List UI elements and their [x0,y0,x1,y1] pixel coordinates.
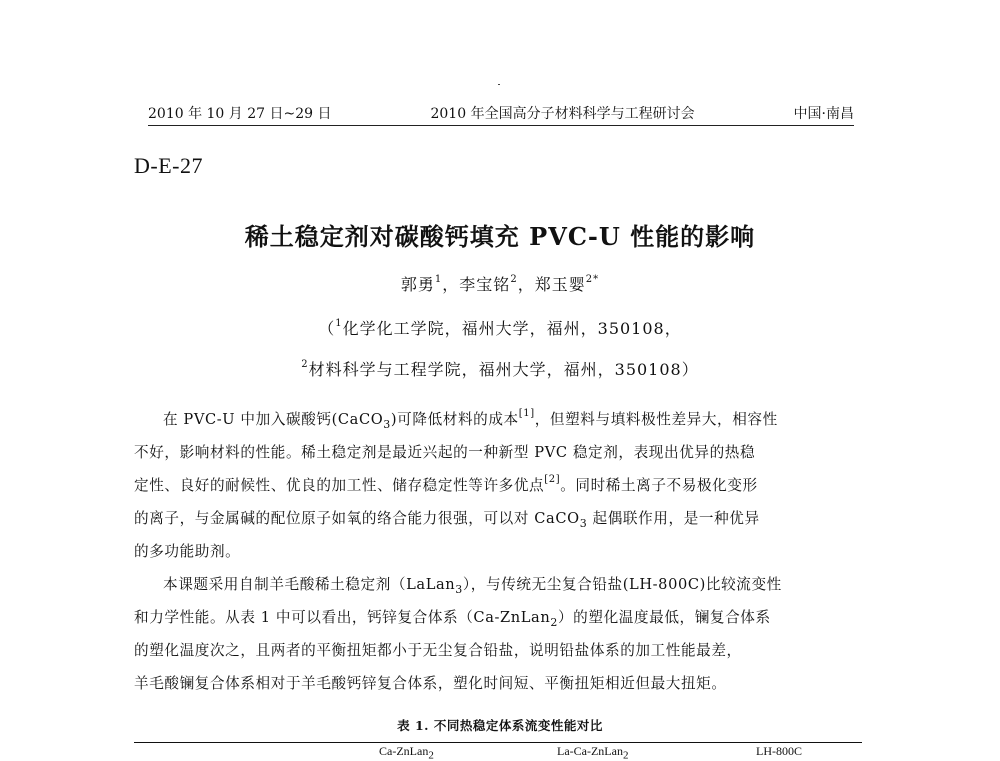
text-line: 不好，影响材料的性能。稀土稳定剂是最近兴起的一种新型 PVC 稳定剂，表现出优异的热稳 [134,444,756,461]
body-paragraph-1 [134,403,862,568]
author-name: 李宝铭 [459,275,511,294]
author-name: 郭勇 [400,275,435,294]
affiliation-1: （$^1$化学化工学院，福州大学，福州，350108， [318,317,682,338]
paper-code: D-E-27 [134,153,203,178]
scan-mark [498,84,500,85]
text-line: 羊毛酸镧复合体系相对于羊毛酸钙锌复合体系，塑化时间短、平衡扭矩相近但最大扭矩。 [134,675,727,692]
table-top-rule [134,742,862,743]
text-line: 的多功能助剂。 [134,543,241,560]
header-date: 2010 年 10 月 27 日~29 日 [148,106,332,122]
author-affil-mark: 1 [434,273,443,285]
citation-ref: [2] [544,474,561,486]
body-paragraph-2 [134,568,862,700]
table-header-la-ca-zn: La-Ca-ZnLan2 [557,744,629,761]
text-line: 在 PVC-U 中加入碳酸钙(CaCO$_3$)可降低材料的成本[1]，但塑料与填料极性差异大，相容性 [163,408,778,431]
text-line: 本课题采用自制羊毛酸稀土稳定剂（LaLan$_3$），与传统无尘复合铅盐(LH-800C)比较流变性 [163,576,782,596]
running-header [148,100,854,126]
text-line: 和力学性能。从表 1 中可以看出，钙锌复合体系（Ca-ZnLan$_2$）的塑化温度最低，镧复合体系 [134,609,771,629]
citation-ref: [1] [518,408,535,420]
text-line: 的离子，与金属碱的配位原子如氧的络合能力很强，可以对 CaCO$_3$ 起偶联作用，是一种优异 [134,510,760,530]
author-name: 郑玉婴 [534,275,586,294]
header-conference: 2010 年全国高分子材料科学与工程研讨会 [430,106,695,122]
header-location: 中国·南昌 [793,106,854,122]
author-affil-mark: 2 [510,273,518,285]
table-header-ca-zn: Ca-ZnLan2 [379,744,434,761]
author-affil-mark: 2* [585,273,600,285]
table-caption: 表 1. 不同热稳定体系流变性能对比 [397,718,603,733]
paper-title: 稀土稳定剂对碳酸钙填充 PVC-U 性能的影响 [244,222,756,251]
author-list: 郭勇$^1$，李宝铭$^2$，郑玉婴$^{2*}$ [400,273,600,294]
affiliation-2: $^2$材料科学与工程学院，福州大学，福州，350108） [301,358,699,379]
text-line: 定性、良好的耐候性、优良的加工性、储存稳定性等许多优点[2]。同时稀土离子不易极化变形 [134,474,758,494]
text-line: 的塑化温度次之，且两者的平衡扭矩都小于无尘复合铅盐，说明铅盐体系的加工性能最差， [134,642,742,659]
table-header-lh-800c: LH-800C [756,744,802,758]
